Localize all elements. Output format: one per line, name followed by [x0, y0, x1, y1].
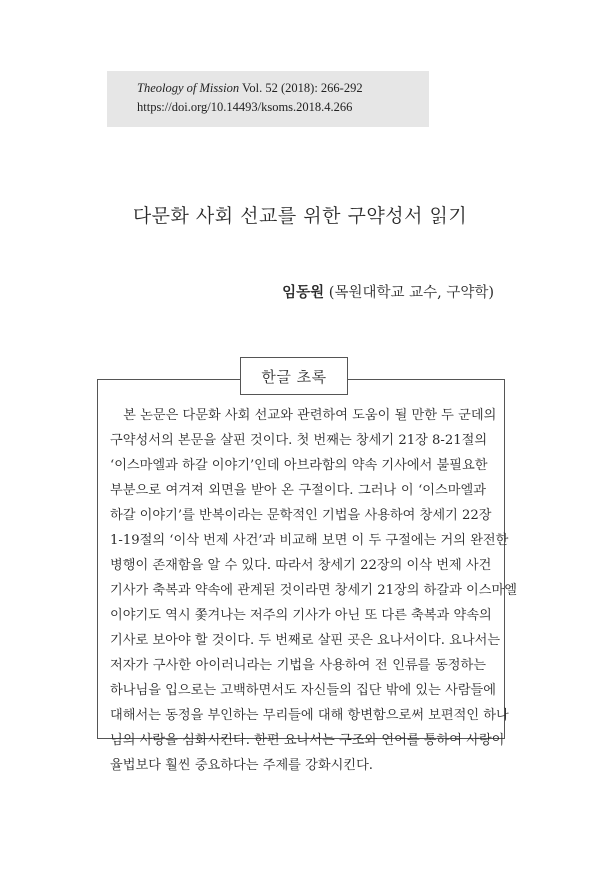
- abstract-line: 기사가 축복과 약속에 관계된 것이라면 창세기 21장의 하갈과 이스마엘: [110, 583, 518, 598]
- abstract-line: 하나님을 입으로는 고백하면서도 자신들의 집단 밖에 있는 사람들에: [110, 683, 497, 698]
- abstract-line: 대해서는 동정을 부인하는 무리들에 대해 항변함으로써 보편적인 하나: [110, 708, 509, 723]
- abstract-line: 병행이 존재함을 알 수 있다. 따라서 창세기 22장의 이삭 번제 사건: [110, 558, 492, 573]
- abstract-line: 본 논문은 다문화 사회 선교와 관련하여 도움이 될 만한 두 군데의: [110, 408, 497, 423]
- journal-header-box: [107, 71, 429, 127]
- paper-title: 다문화 사회 선교를 위한 구약성서 읽기: [132, 205, 468, 227]
- abstract-line: 이야기도 역시 쫓겨나는 저주의 기사가 아닌 또 다른 축복과 약속의: [110, 608, 492, 623]
- author-affiliation: (목원대학교 교수, 구약학): [324, 285, 494, 301]
- abstract-text: [110, 403, 518, 778]
- doi-link[interactable]: https://doi.org/10.14493/ksoms.2018.4.266: [137, 100, 353, 114]
- journal-name: Theology of Mission: [137, 81, 240, 95]
- journal-citation: [137, 81, 363, 96]
- abstract-line: 부분으로 여겨져 외면을 받아 온 구절이다. 그러나 이 ‘이스마엘과: [110, 483, 486, 498]
- abstract-line: 님의 사랑을 심화시킨다. 한편 요나서는 구조와 언어를 통하여 사랑이: [110, 733, 505, 748]
- abstract-line: 기사로 보아야 할 것이다. 두 번째로 살핀 곳은 요나서이다. 요나서는: [110, 633, 501, 648]
- abstract-line: 하갈 이야기’를 반복이라는 문학적인 기법을 사용하여 창세기 22장: [110, 508, 492, 523]
- abstract-line: ‘이스마엘과 하갈 이야기’인데 아브라함의 약속 기사에서 불필요한: [110, 458, 488, 473]
- author-line: [282, 281, 494, 302]
- abstract-line: 율법보다 훨씬 중요하다는 주제를 강화시킨다.: [110, 758, 374, 773]
- author-name: 임동원: [282, 284, 325, 301]
- abstract-line: 1-19절의 ‘이삭 번제 사건’과 비교해 보면 이 두 구절에는 거의 완전한: [110, 533, 509, 548]
- volume-info: Vol. 52 (2018): 266-292: [239, 81, 363, 95]
- abstract-label: 한글 초록: [240, 357, 348, 395]
- abstract-line: 구약성서의 본문을 살핀 것이다. 첫 번째는 창세기 21장 8-21절의: [110, 433, 488, 448]
- abstract-line: 저자가 구사한 아이러니라는 기법을 사용하여 전 인류를 동정하는: [110, 658, 486, 673]
